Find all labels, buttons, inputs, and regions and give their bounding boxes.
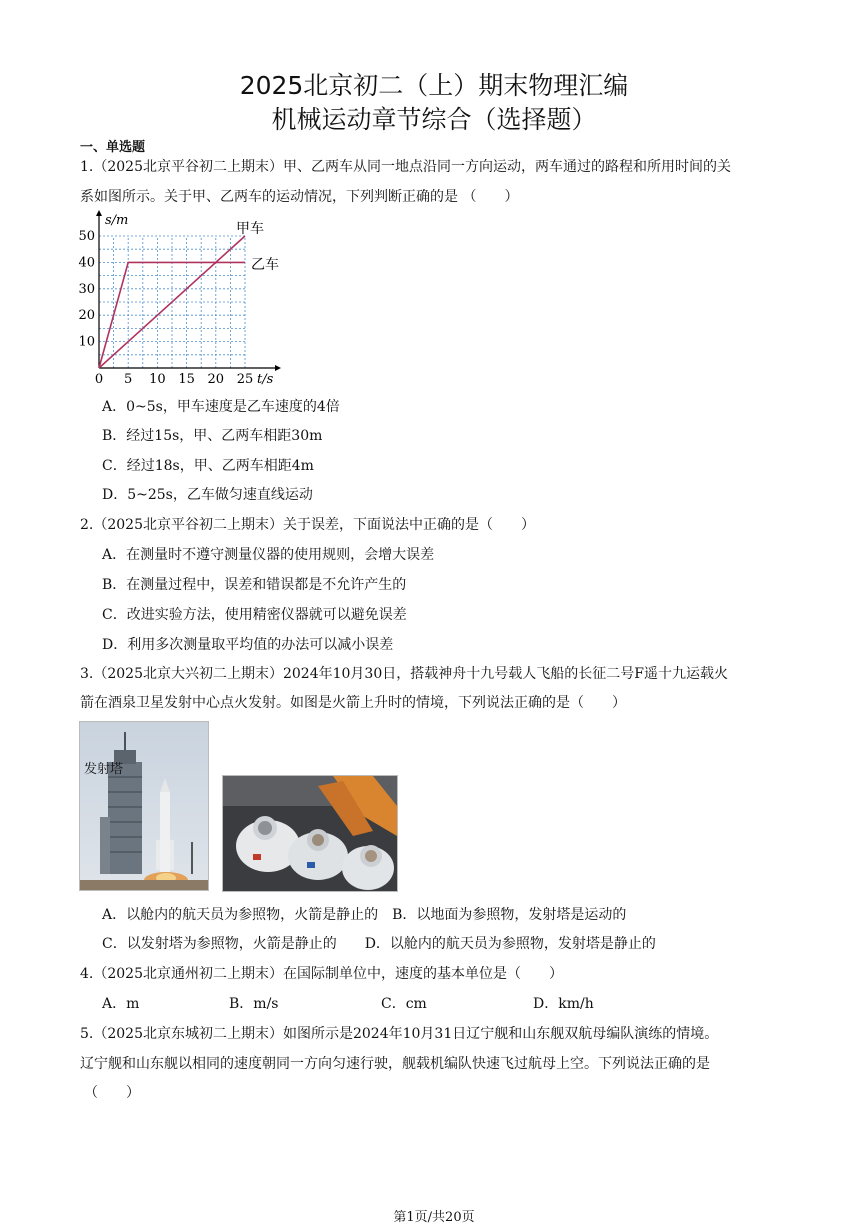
astronauts-illustration (223, 776, 397, 891)
x-tick-label: 25 (236, 372, 254, 387)
q5-stem-line3: （ ） (84, 1085, 140, 1101)
q1-option-c: C．经过18s，甲、乙两车相距4m (102, 458, 314, 474)
y-tick-label: 40 (78, 255, 95, 271)
q4-option-a: A．m (102, 996, 140, 1012)
y-axis-label: s/m (105, 213, 129, 228)
y-tick-label: 10 (78, 334, 95, 350)
x-tick-label: 10 (149, 372, 166, 387)
y-tick-label: 20 (78, 308, 95, 324)
x-axis-label: t/s (257, 372, 274, 387)
q4-stem: 4.（2025北京通州初二上期末）在国际制单位中，速度的基本单位是（ ） (80, 966, 563, 982)
x-tick-label: 15 (178, 372, 195, 387)
q3-options-row2: C．以发射塔为参照物，火箭是静止的 D．以舱内的航天员为参照物，发射塔是静止的 (102, 936, 656, 952)
q2-option-a: A．在测量时不遵守测量仪器的使用规则，会增大误差 (102, 547, 435, 563)
q1-stem-line2: 系如图所示。关于甲、乙两车的运动情况，下列判断正确的是 （ ） (80, 189, 519, 205)
q1-st-chart (70, 210, 300, 390)
y-tick-label: 50 (78, 229, 95, 244)
doc-title-line1: 2025北京初二（上）期末物理汇编 (239, 71, 629, 100)
y-tick-label: 30 (78, 281, 95, 297)
q2-option-d: D．利用多次测量取平均值的办法可以减小误差 (102, 637, 394, 653)
section-heading: 一、单选题 (80, 140, 146, 155)
series-label-jia: 甲车 (236, 221, 264, 237)
q2-option-b: B．在测量过程中，误差和错误都是不允许产生的 (102, 577, 407, 593)
q1-option-d: D．5~25s，乙车做匀速直线运动 (102, 487, 313, 503)
x-tick-label: 20 (207, 372, 225, 387)
launch-tower-illustration (80, 722, 208, 890)
q4-option-c: C．cm (381, 996, 427, 1012)
q1-stem-line1: 1.（2025北京平谷初二上期末）甲、乙两车从同一地点沿同一方向运动，两车通过的路程和所用时间的关 (80, 159, 731, 175)
astronauts-photo (222, 775, 398, 892)
x-tick-label: 5 (124, 372, 133, 387)
launch-tower-photo (79, 721, 209, 891)
q5-stem-line1: 5.（2025北京东城初二上期末）如图所示是2024年10月31日辽宁舰和山东舰双航母编队演练的情境。 (80, 1026, 719, 1042)
q2-option-c: C．改进实验方法，使用精密仪器就可以避免误差 (102, 607, 407, 623)
doc-title-line2: 机械运动章节综合（选择题） (271, 105, 597, 134)
series-label-yi: 乙车 (251, 257, 279, 273)
q3-stem-line2: 箭在酒泉卫星发射中心点火发射。如图是火箭上升时的情境，下列说法正确的是（ ） (80, 695, 626, 711)
q2-stem: 2.（2025北京平谷初二上期末）关于误差，下面说法中正确的是（ ） (80, 517, 535, 533)
q3-options-row1: A．以舱内的航天员为参照物，火箭是静止的 B．以地面为参照物，发射塔是运动的 (102, 907, 627, 923)
q1-option-a: A．0~5s，甲车速度是乙车速度的4倍 (102, 399, 340, 415)
q5-stem-line2: 辽宁舰和山东舰以相同的速度朝同一方向匀速行驶，舰载机编队快速飞过航母上空。下列说法正确的是 (80, 1056, 710, 1072)
q1-option-b: B．经过15s，甲、乙两车相距30m (102, 428, 323, 444)
page-footer: 第1页/共20页 (393, 1210, 475, 1225)
q3-stem-line1: 3.（2025北京大兴初二上期末）2024年10月30日，搭载神舟十九号载人飞船的长征二号F遥十九运载火 (80, 666, 728, 682)
q4-option-d: D．km/h (533, 996, 594, 1012)
q4-option-b: B．m/s (229, 996, 279, 1012)
launch-tower-label: 发射塔 (84, 762, 124, 777)
x-tick-label: 0 (94, 372, 104, 387)
